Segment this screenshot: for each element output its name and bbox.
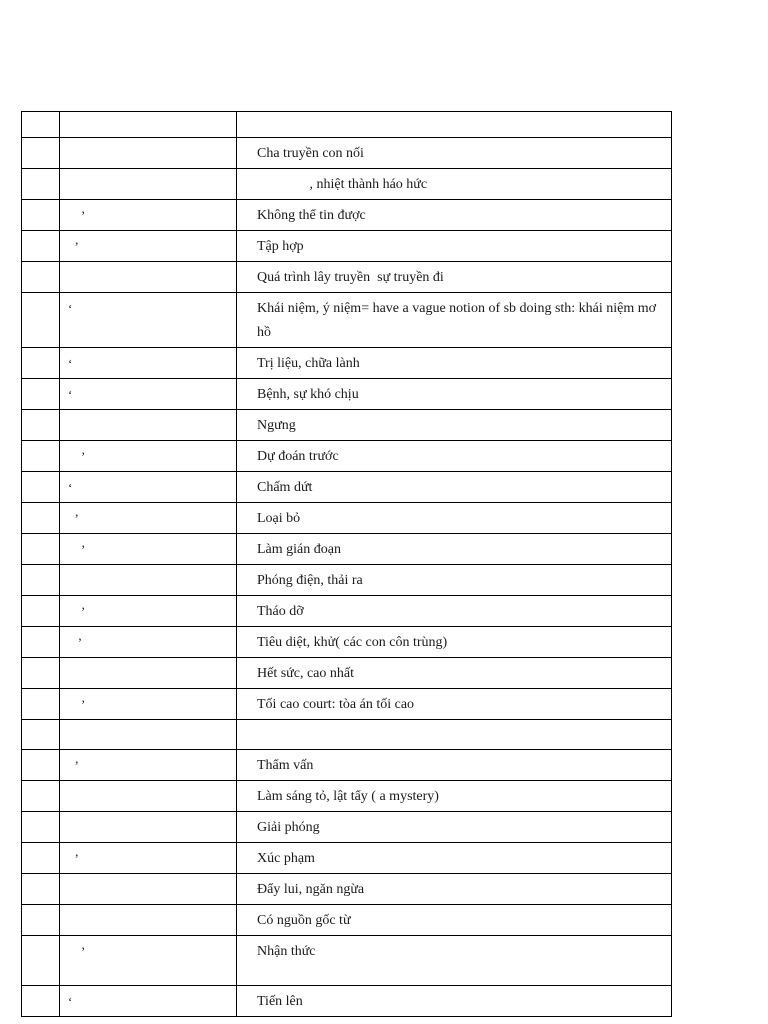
- table-row: [22, 200, 672, 231]
- word-cell: [60, 658, 237, 689]
- meaning-cell: Tập hợp: [237, 231, 672, 262]
- row-number-cell: [22, 812, 60, 843]
- row-number-cell: [22, 781, 60, 812]
- word-cell: ‘: [60, 379, 237, 410]
- table-row: [22, 262, 672, 293]
- table-row: [22, 138, 672, 169]
- meaning-cell: Xúc phạm: [237, 843, 672, 874]
- meaning-cell: Đẩy lui, ngăn ngừa: [237, 874, 672, 905]
- row-number-cell: [22, 905, 60, 936]
- meaning-cell: [237, 720, 672, 750]
- meaning-cell: Loại bỏ: [237, 503, 672, 534]
- row-number-cell: [22, 503, 60, 534]
- table-row: [22, 874, 672, 905]
- row-number-cell: [22, 689, 60, 720]
- word-cell: [60, 410, 237, 441]
- word-cell: ’: [60, 441, 237, 472]
- row-number-cell: [22, 986, 60, 1017]
- table-row: [22, 986, 672, 1017]
- word-cell: [60, 781, 237, 812]
- meaning-cell: Nhận thức: [237, 936, 672, 986]
- row-number-cell: [22, 112, 60, 138]
- row-number-cell: [22, 627, 60, 658]
- word-cell: ’: [60, 936, 237, 986]
- meaning-cell: Dự đoán trước: [237, 441, 672, 472]
- table-row: [22, 936, 672, 986]
- table-row: [22, 720, 672, 750]
- row-number-cell: [22, 596, 60, 627]
- row-number-cell: [22, 936, 60, 986]
- row-number-cell: [22, 138, 60, 169]
- meaning-cell: [237, 112, 672, 138]
- row-number-cell: [22, 472, 60, 503]
- word-cell: ’: [60, 750, 237, 781]
- word-cell: ’: [60, 534, 237, 565]
- word-cell: ‘: [60, 472, 237, 503]
- meaning-cell: Làm gián đoạn: [237, 534, 672, 565]
- table-row: [22, 348, 672, 379]
- meaning-cell: Thẩm vấn: [237, 750, 672, 781]
- row-number-cell: [22, 843, 60, 874]
- word-cell: [60, 138, 237, 169]
- word-cell: [60, 905, 237, 936]
- meaning-cell: Quá trình lây truyền sự truyền đi: [237, 262, 672, 293]
- meaning-cell: Cha truyền con nối: [237, 138, 672, 169]
- meaning-cell: Không thể tin được: [237, 200, 672, 231]
- word-cell: [60, 262, 237, 293]
- table-row: [22, 843, 672, 874]
- table-row: [22, 293, 672, 348]
- word-cell: [60, 874, 237, 905]
- meaning-cell: Bệnh, sự khó chịu: [237, 379, 672, 410]
- meaning-cell: Phóng điện, thải ra: [237, 565, 672, 596]
- word-cell: ‘: [60, 986, 237, 1017]
- word-cell: [60, 720, 237, 750]
- meaning-cell: Ngưng: [237, 410, 672, 441]
- vocabulary-table: [21, 111, 672, 1017]
- meaning-cell: Hết sức, cao nhất: [237, 658, 672, 689]
- table-row: [22, 534, 672, 565]
- word-cell: ’: [60, 231, 237, 262]
- row-number-cell: [22, 410, 60, 441]
- table-row: [22, 627, 672, 658]
- word-cell: ‘: [60, 348, 237, 379]
- vocabulary-table-body: [22, 112, 672, 1017]
- word-cell: ’: [60, 627, 237, 658]
- word-cell: ’: [60, 843, 237, 874]
- word-cell: ‘: [60, 293, 237, 348]
- row-number-cell: [22, 565, 60, 596]
- table-row: [22, 472, 672, 503]
- row-number-cell: [22, 658, 60, 689]
- row-number-cell: [22, 262, 60, 293]
- table-row: [22, 410, 672, 441]
- table-row: [22, 596, 672, 627]
- word-cell: [60, 565, 237, 596]
- meaning-cell: Có nguồn gốc từ: [237, 905, 672, 936]
- row-number-cell: [22, 441, 60, 472]
- table-row: [22, 441, 672, 472]
- word-cell: ’: [60, 596, 237, 627]
- meaning-cell: Tối cao court: tòa án tối cao: [237, 689, 672, 720]
- meaning-cell: Tháo dỡ: [237, 596, 672, 627]
- meaning-cell: Khái niệm, ý niệm= have a vague notion of sb doing sth: khái niệm mơ hồ: [237, 293, 672, 348]
- table-row: [22, 781, 672, 812]
- table-row: [22, 750, 672, 781]
- row-number-cell: [22, 293, 60, 348]
- row-number-cell: [22, 379, 60, 410]
- table-row: [22, 169, 672, 200]
- word-cell: ’: [60, 503, 237, 534]
- row-number-cell: [22, 750, 60, 781]
- table-row: [22, 905, 672, 936]
- table-row: [22, 658, 672, 689]
- table-row: [22, 565, 672, 596]
- table-row: [22, 503, 672, 534]
- meaning-cell: , nhiệt thành háo hức: [237, 169, 672, 200]
- row-number-cell: [22, 874, 60, 905]
- table-row: [22, 112, 672, 138]
- row-number-cell: [22, 231, 60, 262]
- meaning-cell: Tiến lên: [237, 986, 672, 1017]
- row-number-cell: [22, 200, 60, 231]
- row-number-cell: [22, 348, 60, 379]
- meaning-cell: Chấm dứt: [237, 472, 672, 503]
- word-cell: ’: [60, 689, 237, 720]
- meaning-cell: Làm sáng tỏ, lật tẩy ( a mystery): [237, 781, 672, 812]
- meaning-cell: Tiêu diệt, khử( các con côn trùng): [237, 627, 672, 658]
- word-cell: [60, 112, 237, 138]
- meaning-cell: Giải phóng: [237, 812, 672, 843]
- table-row: [22, 812, 672, 843]
- table-row: [22, 689, 672, 720]
- word-cell: ’: [60, 200, 237, 231]
- meaning-cell: Trị liệu, chữa lành: [237, 348, 672, 379]
- row-number-cell: [22, 720, 60, 750]
- table-row: [22, 231, 672, 262]
- word-cell: [60, 812, 237, 843]
- row-number-cell: [22, 534, 60, 565]
- table-row: [22, 379, 672, 410]
- word-cell: [60, 169, 237, 200]
- row-number-cell: [22, 169, 60, 200]
